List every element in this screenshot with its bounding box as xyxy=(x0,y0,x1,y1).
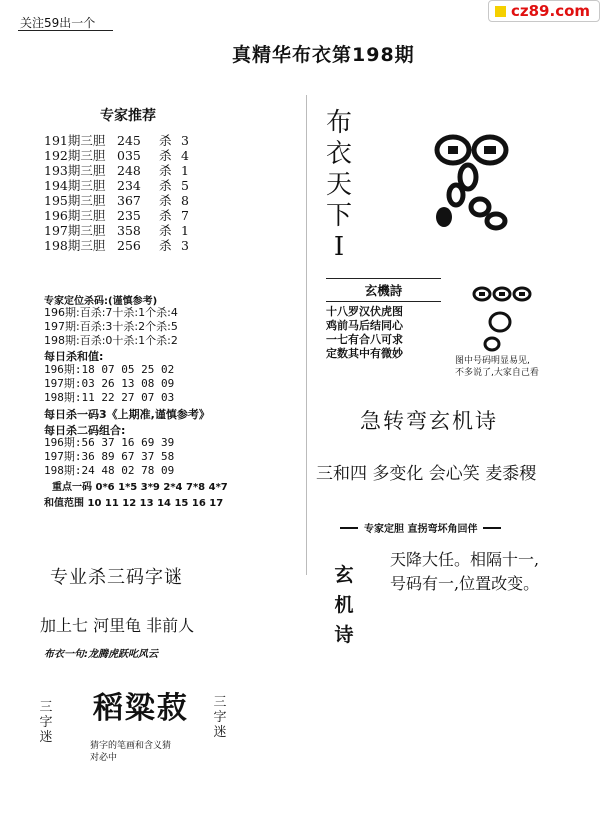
riddle-heading: 专业杀三码字谜 xyxy=(50,567,183,588)
expert-pick-list xyxy=(44,133,189,253)
column-divider xyxy=(306,95,307,575)
riddle-chars: 稻粱菽 xyxy=(93,691,189,726)
coin-chain-illustration xyxy=(420,125,520,235)
xuanji-poem-box xyxy=(326,278,441,360)
top-note: 关注59出一个 xyxy=(20,16,96,30)
riddle-note: 猜字的笔画和含义猜 对必中 xyxy=(90,741,172,763)
expert-pick-row: 191期三胆 245 杀 3 xyxy=(44,133,189,148)
riddle-line: 加上七 河里龟 非前人 xyxy=(40,616,195,635)
expert-pick-row: 198期三胆 256 杀 3 xyxy=(44,238,189,253)
daily-sum-heading: 每日杀和值: xyxy=(44,350,104,363)
daily-one-code: 每日杀一码3《上期准,谨慎参考》 xyxy=(44,408,210,421)
key-combo: 重点一码 0*6 1*5 3*9 2*4 7*8 4*7 xyxy=(52,482,228,493)
xuanji-poem-lines: 十八罗汉伏虎图 鸡前马后结同心 一七有合八可求 定数其中有微妙 xyxy=(326,305,403,360)
riddle-right-label: 三 字 迷 xyxy=(213,695,227,740)
expert-dan-row xyxy=(340,520,550,535)
urgent-poem-heading: 急转弯玄机诗 xyxy=(360,409,498,433)
small-coins-illustration xyxy=(470,284,540,354)
expert-pick-row: 195期三胆 367 杀 8 xyxy=(44,193,189,208)
daily-two-list: 196期:56 37 16 69 39 197期:36 89 67 37 58 198期:24 48 02 78 09 xyxy=(44,436,175,477)
expert-pick-row: 197期三胆 358 杀 1 xyxy=(44,223,189,238)
riddle-left-label: 三 字 迷 xyxy=(39,700,53,745)
kill-position-list: 196期:百杀:7十杀:1个杀:4 197期:百杀:3十杀:2个杀:5 198期:百杀:0十杀:1个杀:2 xyxy=(44,306,178,347)
xuanji-caption: 图中号码明显易见, 不多说了,大家自己看 xyxy=(455,356,539,378)
site-watermark[interactable] xyxy=(488,0,600,22)
daily-sum-list: 196期:18 07 05 25 02 197期:03 26 13 08 09 198期:11 22 27 07 03 xyxy=(44,363,175,404)
expert-pick-heading: 专家推荐 xyxy=(100,108,156,124)
sum-range: 和值范围 10 11 12 13 14 15 16 17 xyxy=(44,498,224,509)
kill-position-heading: 专家定位杀码:(谨慎参考) xyxy=(44,296,158,307)
daily-two-heading: 每日杀二码组合: xyxy=(44,424,126,437)
buyi-title-vertical: 布 衣 天 下 I xyxy=(325,108,352,262)
expert-pick-row: 196期三胆 235 杀 7 xyxy=(44,208,189,223)
urgent-poem-line: 三和四 多变化 会心笑 麦黍稷 xyxy=(316,464,537,484)
page-title: 真精华布衣第198期 xyxy=(232,44,415,66)
expert-dan-text: 专家定胆 直拐弯坏角回伴 xyxy=(364,524,478,535)
logo-square-icon xyxy=(495,6,506,17)
watermark-text: cz89.com xyxy=(511,2,591,20)
expert-pick-row: 194期三胆 234 杀 5 xyxy=(44,178,189,193)
xuanji-text: 天降大任。相隔十一, 号码有一,位置改变。 xyxy=(390,550,540,593)
buyi-sentence: 布衣一句:龙腾虎跃叱风云 xyxy=(44,649,158,660)
xuanji-vertical-label: 玄 机 诗 xyxy=(334,564,354,646)
xuanji-poem-heading: 玄機詩 xyxy=(364,283,403,298)
expert-pick-row: 193期三胆 248 杀 1 xyxy=(44,163,189,178)
top-note-underline xyxy=(18,30,113,31)
expert-pick-row: 192期三胆 035 杀 4 xyxy=(44,148,189,163)
